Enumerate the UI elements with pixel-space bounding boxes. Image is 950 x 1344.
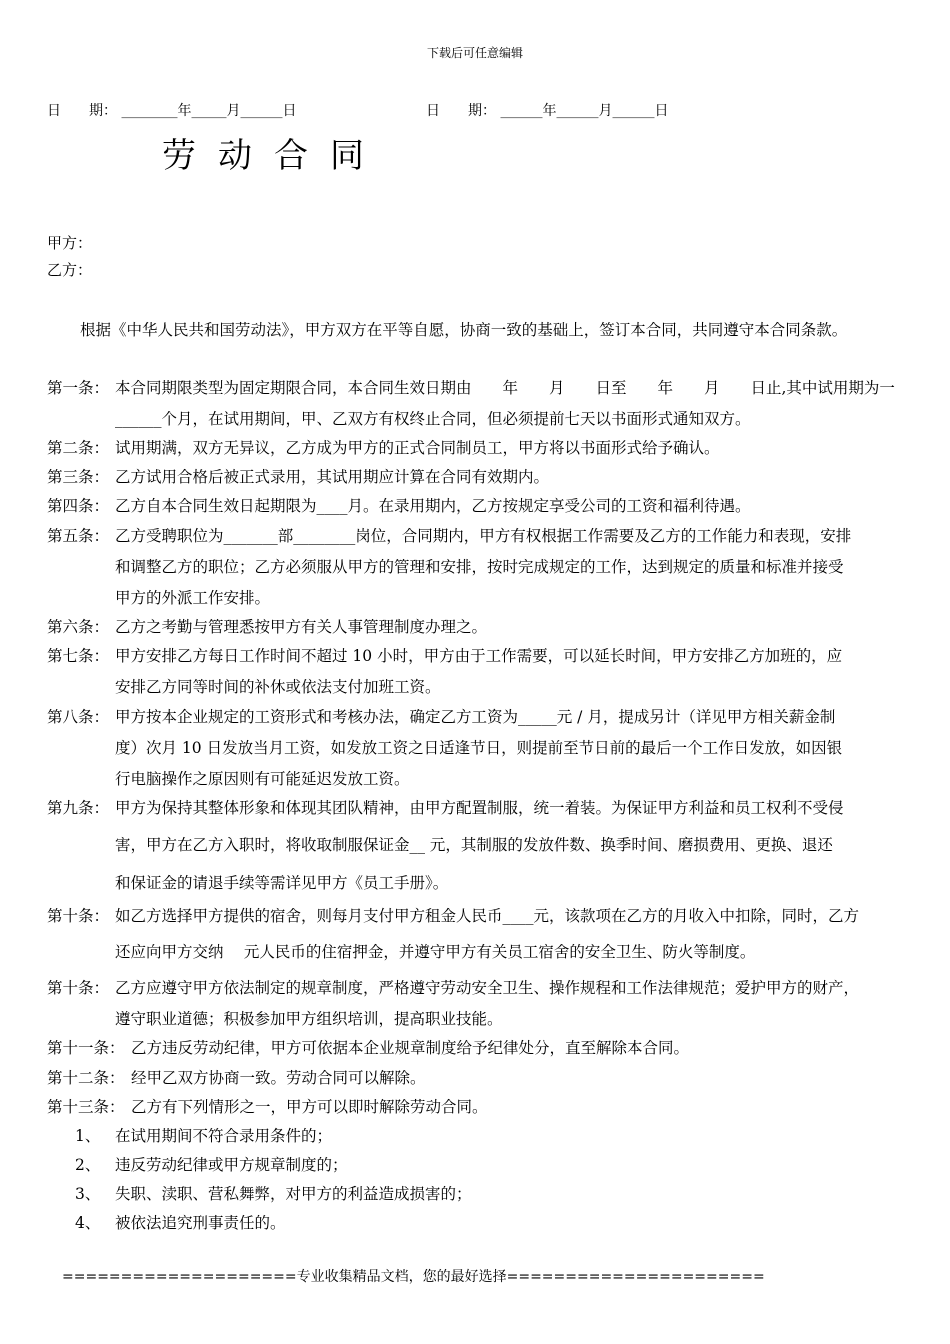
article-label: 第一条： [47, 379, 110, 397]
list-item-number: 4、 [75, 1214, 101, 1232]
party-a-label: 甲方： [47, 234, 93, 252]
article-label: 第十二条： [47, 1069, 125, 1087]
party-b-label: 乙方： [47, 261, 93, 279]
list-item-number: 2、 [75, 1156, 101, 1174]
article-line: ______个月，在试用期间，甲、乙双方有权终止合同，但必须提前七天以书面形式通知双方。 [115, 410, 751, 428]
list-item: 违反劳动纪律或甲方规章制度的； [115, 1156, 348, 1174]
article-line: 甲方为保持其整体形象和体现其团队精神，由甲方配置制服，统一着装。为保证甲方利益和员工权利不受侵 [115, 799, 844, 817]
article-label: 第五条： [47, 527, 110, 545]
article-label: 第九条： [47, 799, 110, 817]
article-line: 乙方受聘职位为_______部________岗位，合同期内，甲方有权根据工作需要及乙方的工作能力和表现，安排 [115, 527, 852, 545]
article-line: 害，甲方在乙方入职时，将收取制服保证金__ 元，其制服的发放件数、换季时间、磨损费用、更换、退还 [115, 836, 833, 854]
article-label: 第十三条： [47, 1098, 125, 1116]
article-line: 乙方应遵守甲方依法制定的规章制度，严格遵守劳动安全卫生、操作规程和工作法律规范；爱护甲方的财产， [115, 979, 860, 997]
article-label: 第八条： [47, 708, 110, 726]
article-line: 度）次月 10 日发放当月工资，如发放工资之日适逢节日，则提前至节日前的最后一个工作日发放，如因银 [115, 739, 843, 757]
article-line: 经甲乙双方协商一致。劳动合同可以解除。 [131, 1069, 426, 1087]
article-line: 行电脑操作之原因则有可能延迟发放工资。 [115, 770, 410, 788]
document-title: 劳动合同 [162, 136, 386, 176]
article-label: 第四条： [47, 497, 110, 515]
list-item: 被依法追究刑事责任的。 [115, 1214, 286, 1232]
article-line: 乙方之考勤与管理悉按甲方有关人事管理制度办理之。 [115, 618, 488, 636]
article-label: 第七条： [47, 647, 110, 665]
article-label: 第十条： [47, 907, 110, 925]
article-line: 试用期满，双方无异议，乙方成为甲方的正式合同制员工，甲方将以书面形式给予确认。 [115, 439, 720, 457]
list-item: 在试用期间不符合录用条件的； [115, 1127, 333, 1145]
article-line: 甲方按本企业规定的工资形式和考核办法，确定乙方工资为_____元 / 月，提成另计（详见甲方相关薪金制 [115, 708, 836, 726]
article-line: 甲方的外派工作安排。 [115, 589, 271, 607]
article-line: 遵守职业道德；积极参加甲方组织培训，提高职业技能。 [115, 1010, 503, 1028]
article-line: 乙方违反劳动纪律，甲方可依据本企业规章制度给予纪律处分，直至解除本合同。 [131, 1039, 690, 1057]
article-line: 乙方有下列情形之一，甲方可以即时解除劳动合同。 [131, 1098, 488, 1116]
article-line: 甲方安排乙方每日工作时间不超过 10 小时，甲方由于工作需要，可以延长时间，甲方安排乙方加班的，应 [115, 647, 843, 665]
article-label: 第十条： [47, 979, 110, 997]
article-line: 乙方自本合同生效日起期限为____月。在录用期内，乙方按规定享受公司的工资和福利待遇。 [115, 497, 751, 515]
article-line: 乙方试用合格后被正式录用，其试用期应计算在合同有效期内。 [115, 468, 550, 486]
header-note: 下载后可任意编辑 [426, 46, 523, 60]
list-item-number: 1、 [75, 1127, 101, 1145]
article-line: 还应向甲方交纳 元人民币的住宿押金，并遵守甲方有关员工宿舍的安全卫生、防火等制度。 [115, 943, 756, 961]
intro-paragraph: 根据《中华人民共和国劳动法》，甲方双方在平等自愿，协商一致的基础上，签订本合同，共同遵守本合同条款。 [80, 321, 848, 339]
date-left: 日 期： ________年_____月______日 [47, 103, 297, 119]
article-label: 第六条： [47, 618, 110, 636]
footer-banner: ====================专业收集精品文档，您的最好选择====================== [62, 1269, 765, 1285]
article-line: 如乙方选择甲方提供的宿舍，则每月支付甲方租金人民币____元，该款项在乙方的月收入中扣除，同时，乙方 [115, 907, 860, 925]
date-right: 日 期： ______年______月______日 [426, 103, 669, 119]
article-line: 和调整乙方的职位；乙方必须服从甲方的管理和安排，按时完成规定的工作，达到规定的质量和标准并接受 [115, 558, 844, 576]
article-line: 和保证金的请退手续等需详见甲方《员工手册》。 [115, 874, 449, 892]
list-item-number: 3、 [75, 1185, 101, 1203]
article-label: 第十一条： [47, 1039, 125, 1057]
article-line: 安排乙方同等时间的补休或依法支付加班工资。 [115, 678, 441, 696]
article-label: 第三条： [47, 468, 110, 486]
list-item: 失职、渎职、营私舞弊，对甲方的利益造成损害的； [115, 1185, 472, 1203]
article-line: 本合同期限类型为固定期限合同，本合同生效日期由 年 月 日至 年 月 日止,其中试用期为一 [115, 379, 895, 397]
article-label: 第二条： [47, 439, 110, 457]
